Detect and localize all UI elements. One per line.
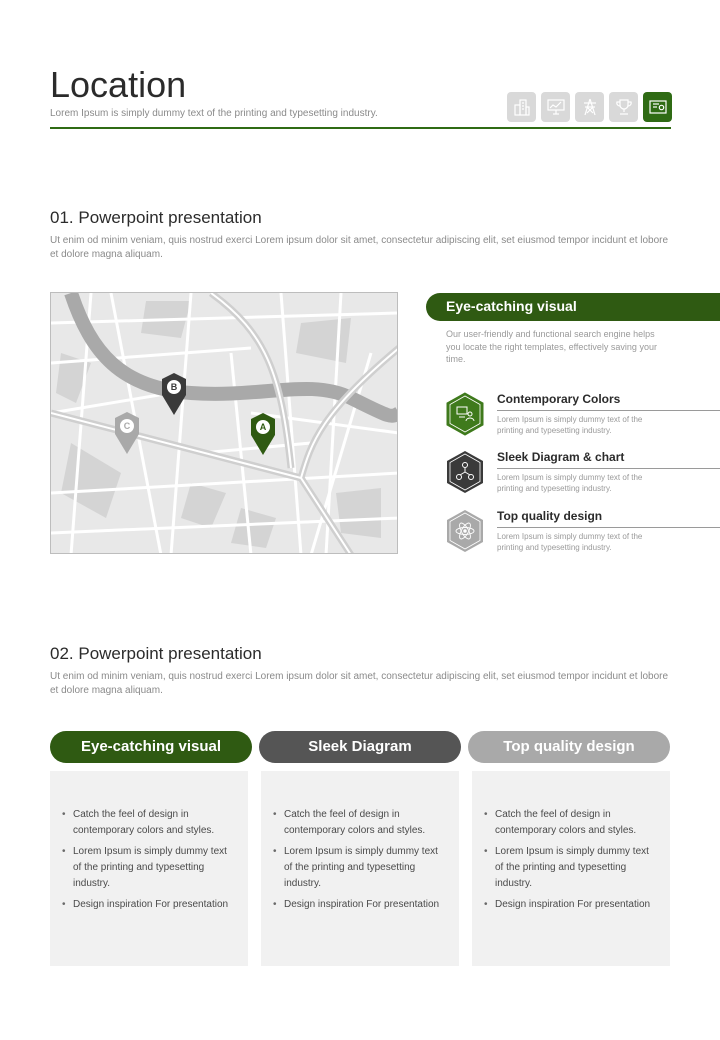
panel-desc: Our user-friendly and functional search engine helps you locate the right templates, effectively saving your time. <box>446 329 657 364</box>
feature-item <box>446 450 720 498</box>
section2-title: 02. Powerpoint presentation <box>50 644 262 663</box>
trophy-icon[interactable] <box>609 92 638 122</box>
feature-title: Top quality design <box>497 509 603 523</box>
buildings-icon[interactable] <box>507 92 536 122</box>
map-pin-a-label: A <box>259 422 267 432</box>
section1-desc: Ut enim od minim veniam, quis nostrud exerci Lorem ipsum dolor sit amet, consectetur adipiscing elit, set eiusmod tempor incidunt et lobore et dolore magna aliquam. <box>50 235 669 260</box>
feature-item <box>446 509 720 557</box>
feature-title: Sleek Diagram & chart <box>497 450 625 464</box>
presentation-people-icon <box>446 392 484 436</box>
bullet-item: • Lorem Ipsum is simply dummy text of the printing and typesetting industry. <box>62 844 236 892</box>
bullet-item: • Design inspiration For presentation <box>273 897 447 913</box>
section1-title: 01. Powerpoint presentation <box>50 208 262 227</box>
bullet-item: • Catch the feel of design in contemporary colors and styles. <box>273 807 447 839</box>
feature-divider <box>497 468 720 469</box>
map-pin-c-label: C <box>123 421 131 431</box>
column-header: Sleek Diagram <box>259 731 461 763</box>
feature-title: Contemporary Colors <box>497 392 621 406</box>
map-pin-b-label: B <box>170 382 178 392</box>
column-body <box>50 771 248 966</box>
header-divider <box>50 127 671 129</box>
certificate-icon[interactable] <box>643 92 672 122</box>
bullet-item: • Design inspiration For presentation <box>484 897 658 913</box>
column-body <box>261 771 459 966</box>
section2-desc: Ut enim od minim veniam, quis nostrud exerci Lorem ipsum dolor sit amet, consectetur adipiscing elit, set eiusmod tempor incidunt et lobore et dolore magna aliquam. <box>50 671 669 696</box>
bullet-list <box>62 807 236 913</box>
feature-item <box>446 392 720 440</box>
feature-divider <box>497 410 720 411</box>
bullet-item: • Catch the feel of design in contemporary colors and styles. <box>484 807 658 839</box>
network-people-icon <box>446 450 484 494</box>
bullet-item: • Lorem Ipsum is simply dummy text of the printing and typesetting industry. <box>484 844 658 892</box>
presentation-chart-icon[interactable] <box>541 92 570 122</box>
bullet-item: • Lorem Ipsum is simply dummy text of the printing and typesetting industry. <box>273 844 447 892</box>
column-header: Eye-catching visual <box>50 731 252 763</box>
power-tower-icon[interactable] <box>575 92 604 122</box>
atom-icon <box>446 509 484 553</box>
feature-text: Lorem Ipsum is simply dummy text of the printing and typesetting industry. <box>497 473 643 493</box>
page-title: Location <box>50 64 187 105</box>
city-map[interactable] <box>50 292 398 554</box>
bullet-list <box>484 807 658 913</box>
bullet-item: • Design inspiration For presentation <box>62 897 236 913</box>
column-body <box>472 771 670 966</box>
page-subtitle: Lorem Ipsum is simply dummy text of the printing and typesetting industry. <box>50 108 378 119</box>
feature-text: Lorem Ipsum is simply dummy text of the printing and typesetting industry. <box>497 415 643 435</box>
feature-text: Lorem Ipsum is simply dummy text of the printing and typesetting industry. <box>497 532 643 552</box>
panel-banner: Eye-catching visual <box>426 293 720 321</box>
column-header: Top quality design <box>468 731 670 763</box>
bullet-item: • Catch the feel of design in contemporary colors and styles. <box>62 807 236 839</box>
bullet-list <box>273 807 447 913</box>
header-icon-row <box>507 92 672 122</box>
feature-divider <box>497 527 720 528</box>
